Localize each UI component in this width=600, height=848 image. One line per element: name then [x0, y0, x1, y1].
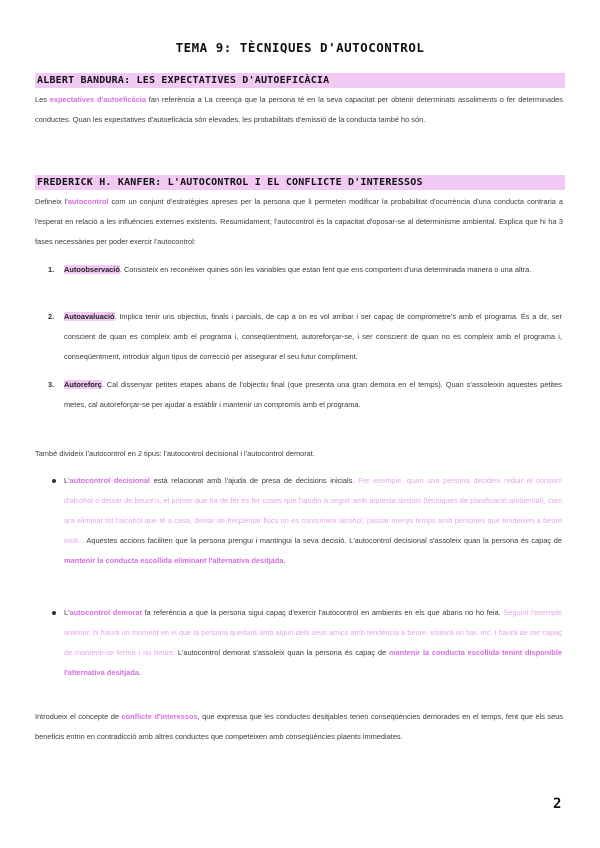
text-fragment: Aquestes accions faciliten que la persona prengui i mantingui la seva decisió. L'autocontrol decisional s'assoleix quan la persona és capaç de	[84, 536, 562, 545]
phase-number: 1.	[48, 265, 55, 274]
type-item-demorat	[64, 603, 562, 683]
highlight-term-autocontrol: autocontrol	[67, 197, 109, 206]
bullet-icon	[52, 611, 56, 615]
phase-term: Autoreforç	[64, 380, 102, 389]
paragraph-autoeficacia	[35, 90, 563, 130]
text-fragment: fa referència a que la persona sigui capaç d'exercir l'autocontrol en ambients en els que abans no ho feia.	[141, 608, 504, 617]
highlight-term-demorat: autocontrol demorat	[69, 608, 142, 617]
text-fragment: . Cal dissenyar petites etapes abans de l'objectiu final (que presenta una gran demora en el temps). Quan s'assoleixin aquestes petites metes, cal autoreforçar-se per ajudar a establir i mantenir un compromís amb el programa.	[64, 380, 562, 409]
paragraph-autocontrol-definition	[35, 192, 563, 252]
text-fragment: L'autocontrol demorat s'assoleix quan la persona és capaç de	[175, 648, 389, 657]
phase-number: 3.	[48, 380, 55, 389]
phase-item-autoobservacio	[64, 260, 562, 280]
paragraph-types-intro: També divideix l'autocontrol en 2 tipus: l'autocontrol decisional i l'autocontrol demorat.	[35, 449, 315, 458]
phase-term: Autoobservació	[64, 265, 120, 274]
section-heading-kanfer: FREDERICK H. KANFER: L'AUTOCONTROL I EL CONFLICTE D'INTERESSOS	[35, 175, 565, 190]
text-fragment: .	[283, 556, 286, 565]
text-fragment: Defineix l'	[35, 197, 68, 206]
text-fragment: com un conjunt d'estratègies apreses per la persona que li permeten modificar la probabilitat d'ocurrència d'una conducta contraria a l'esperat en relació a les influències externes existents. Resumidament, l'autocontrol és la capacitat d'oposar-se al determinisme ambiental. Explica que hi ha 3 fases necessàries per poder exercir l'autocontrol:	[35, 197, 563, 246]
text-fragment: . Implica tenir uns objectius, finals i parcials, de cap a on es vol arribar i ser capaç de comprometre's amb el programa. És a dir, ser conscient de quan es compleix amb el programa i, conseqüentment, autoreforçar-se, i ser conscient de quan no es compleix amb el programa i, conseqüentment, introduir algun tipus de correcció per assegurar el seu futur compliment.	[64, 312, 562, 361]
highlight-strong: mantenir la conducta escollida eliminant l'alternativa desitjada	[64, 556, 284, 565]
page-number: 2	[553, 796, 562, 812]
text-fragment: Introdueix el concepte de	[35, 712, 122, 721]
text-fragment: està relacionat amb l'ajuda de presa de decisions inicials.	[149, 476, 359, 485]
text-fragment: . Consisteix en reconèixer quines són les variables que estan fent que ens comportem d'una determinada manera o una altra.	[119, 265, 532, 274]
highlight-term-expectatives: expectatives d'autoeficàcia	[49, 95, 146, 104]
text-fragment: Les	[35, 95, 50, 104]
phase-item-autoavaluacio	[64, 307, 562, 367]
section-heading-bandura: ALBERT BANDURA: LES EXPECTATIVES D'AUTOEFICÀCIA	[35, 73, 565, 88]
text-fragment: , que expressa que les conductes desitjables tenen conseqüències demorades en el temps, fent que els seus beneficis entrin en contradicció amb altres conductes que competeixen amb conseqüències plaents immediates.	[35, 712, 564, 741]
text-fragment: .	[138, 668, 141, 677]
phase-term: Autoavaluació	[64, 312, 115, 321]
phase-item-autoreforc	[64, 375, 562, 415]
example-text: Per exemple, quan una persona decideix reduir el consum d'alcohol o deixar de beure'n, el primer que ha de fer és fer coses que l'ajudin a seguir amb aquesta decisió (tècniques de planificació ambiental), com ara eliminar tot l'alcohol que té a casa, deixar de freqüentar llocs on es consumeix alcohol, passar menys temps amb persones que tendeixen a beure molt...	[64, 476, 562, 545]
highlight-term-decisional: autocontrol decisional	[69, 476, 150, 485]
text-fragment: fan referència a La creença que la persona té en la seva capacitat per obtenir determinats assoliments o fer determinades conductes. Quan les expectatives d'autoeficàcia són elevades, les probabilitats d'emissió de la conducta també ho són.	[35, 95, 563, 124]
paragraph-conflicte	[35, 707, 563, 747]
highlight-term-conflicte: conflicte d'interessos	[121, 712, 198, 721]
text-fragment: L'	[64, 476, 70, 485]
phase-number: 2.	[48, 312, 55, 321]
example-text: Seguint l'exemple anterior, hi haurà un moment en el que la persona quedarà amb algun dels seus amics amb tendència a beure, visitarà un bar, etc. I haurà de ser capaç de mantenir-se ferma i no beure.	[64, 608, 563, 657]
text-fragment: L'	[64, 608, 70, 617]
type-item-decisional	[64, 471, 562, 571]
page-title: TEMA 9: TÈCNIQUES D'AUTOCONTROL	[175, 40, 425, 55]
highlight-strong: mantenir la conducta escollida tenint disponible l'alternativa desitjada	[64, 648, 562, 677]
bullet-icon	[52, 479, 56, 483]
